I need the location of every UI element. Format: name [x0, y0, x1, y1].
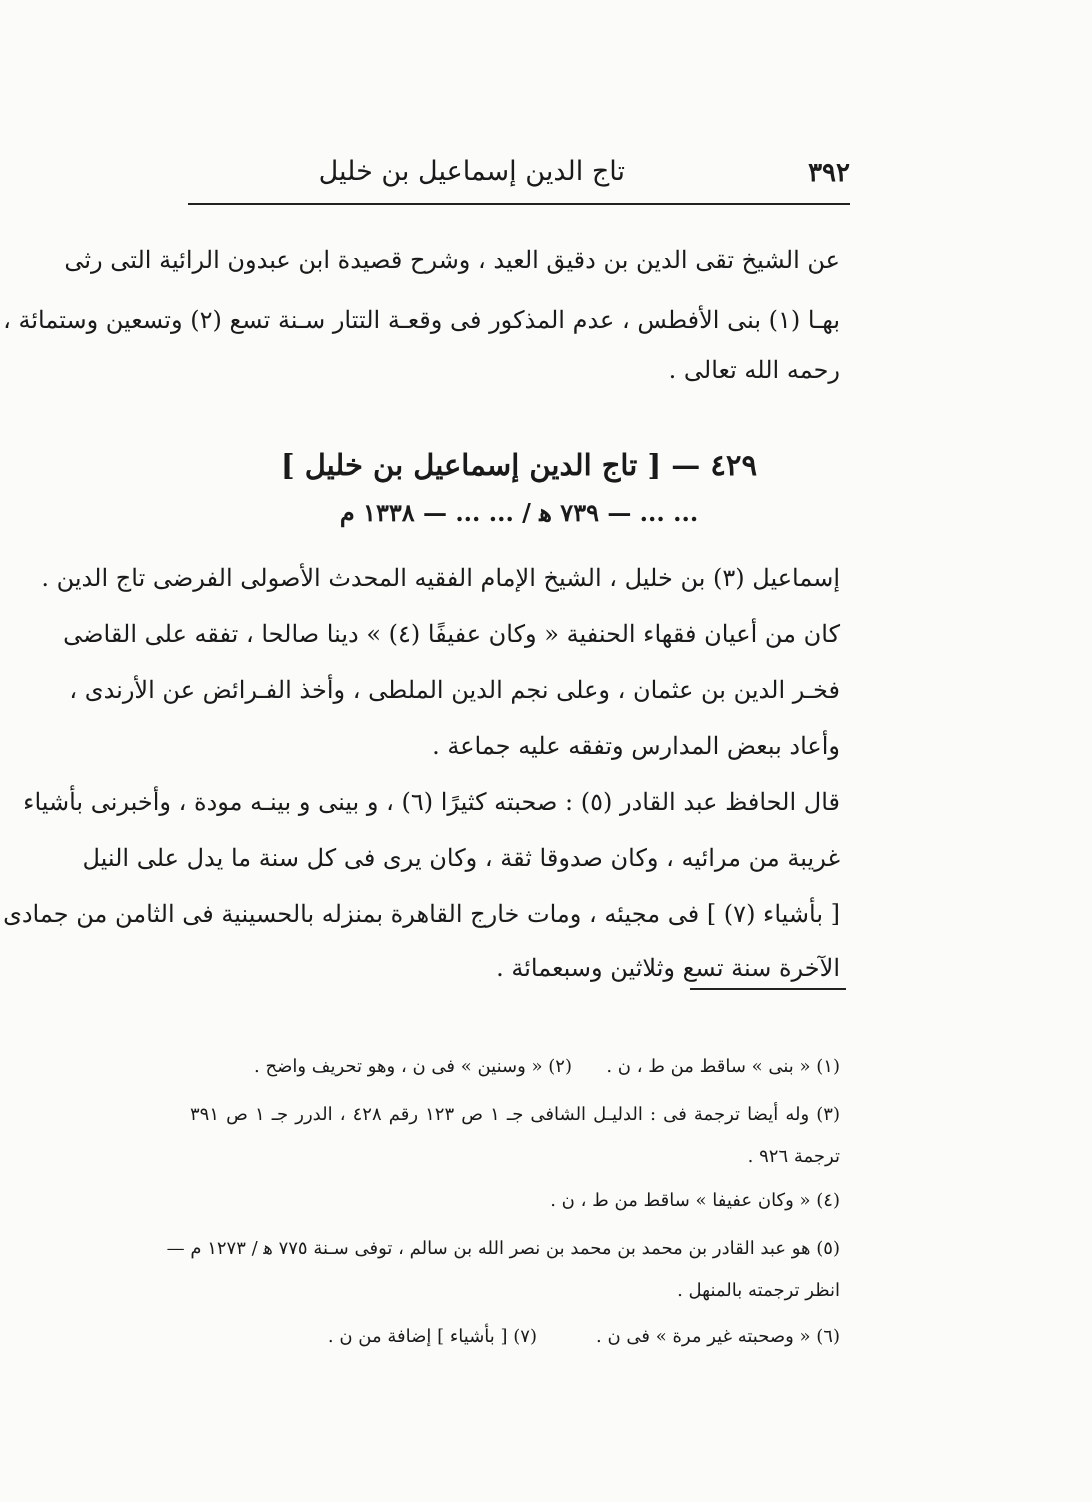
footnote: (١) « بنى » ساقط من ط ، ن . [606, 1056, 840, 1077]
body-line: بهـا (١) بنى الأفطس ، عدم المذكور فى وقعـة التتار سـنة تسع (٢) وتسعين وستمائة ، [3, 306, 840, 334]
footnote: (٤) « وكان عفيفا » ساقط من ط ، ن . [550, 1190, 840, 1211]
body-line: قال الحافظ عبد القادر (٥) : صحبته كثيرًا (٦) ، و بينى و بينـه مودة ، وأخبرنى بأشياء [23, 788, 840, 816]
body-line: عن الشيخ تقى الدين بن دقيق العيد ، وشرح قصيدة ابن عبدون الرائية التى رثى [64, 246, 840, 274]
entry-dates: ... ... — ٧٣٩ ﻫ / ... ... — ١٣٣٨ م [339, 498, 699, 527]
footnote: ترجمة ٩٢٦ . [747, 1146, 840, 1167]
footnote: انظر ترجمته بالمنهل . [677, 1280, 840, 1301]
body-line: [ بأشياء (٧) ] فى مجيئه ، ومات خارج القاهرة بمنزله بالحسينية فى الثامن من جمادى [3, 900, 840, 928]
body-line: فخـر الدين بن عثمان ، وعلى نجم الدين الملطى ، وأخذ الفـرائض عن الأرندى ، [69, 676, 840, 704]
header-divider [188, 203, 850, 205]
body-line: كان من أعيان فقهاء الحنفية « وكان عفيفًا (٤) » دينا صالحا ، تفقه على القاضى [63, 620, 840, 648]
footnote: (٢) « وسنين » فى ن ، وهو تحريف واضح . [254, 1056, 572, 1077]
body-line: وأعاد ببعض المدارس وتفقه عليه جماعة . [432, 732, 840, 760]
page-number: ٣٩٢ [808, 158, 850, 188]
running-title: تاج الدين إسماعيل بن خليل [318, 156, 625, 187]
body-line: الآخرة سنة تسع وثلاثين وسبعمائة . [496, 954, 840, 982]
body-line: غريبة من مرائيه ، وكان صدوقا ثقة ، وكان يرى فى كل سنة ما يدل على النيل [82, 844, 840, 872]
footnote-divider [690, 988, 846, 990]
page-header [188, 150, 850, 194]
footnote: (٦) « وصحبته غير مرة » فى ن . [596, 1326, 840, 1347]
footnote: (٣) وله أيضا ترجمة فى : الدليـل الشافى جـ ١ ص ١٢٣ رقم ٤٢٨ ، الدرر جـ ١ ص ٣٩١ [190, 1104, 840, 1125]
body-line: رحمه الله تعالى . [668, 356, 840, 384]
entry-title: ٤٢٩ — [ تاج الدين إسماعيل بن خليل ] [280, 448, 758, 482]
body-line: إسماعيل (٣) بن خليل ، الشيخ الإمام الفقيه المحدث الأصولى الفرضى تاج الدين . [41, 564, 840, 592]
footnote: (٥) هو عبد القادر بن محمد بن محمد بن نصر الله بن سالم ، توفى سـنة ٧٧٥ ﻫ / ١٢٧٣ م — [166, 1238, 840, 1259]
footnote: (٧) [ بأشياء ] إضافة من ن . [327, 1326, 537, 1347]
